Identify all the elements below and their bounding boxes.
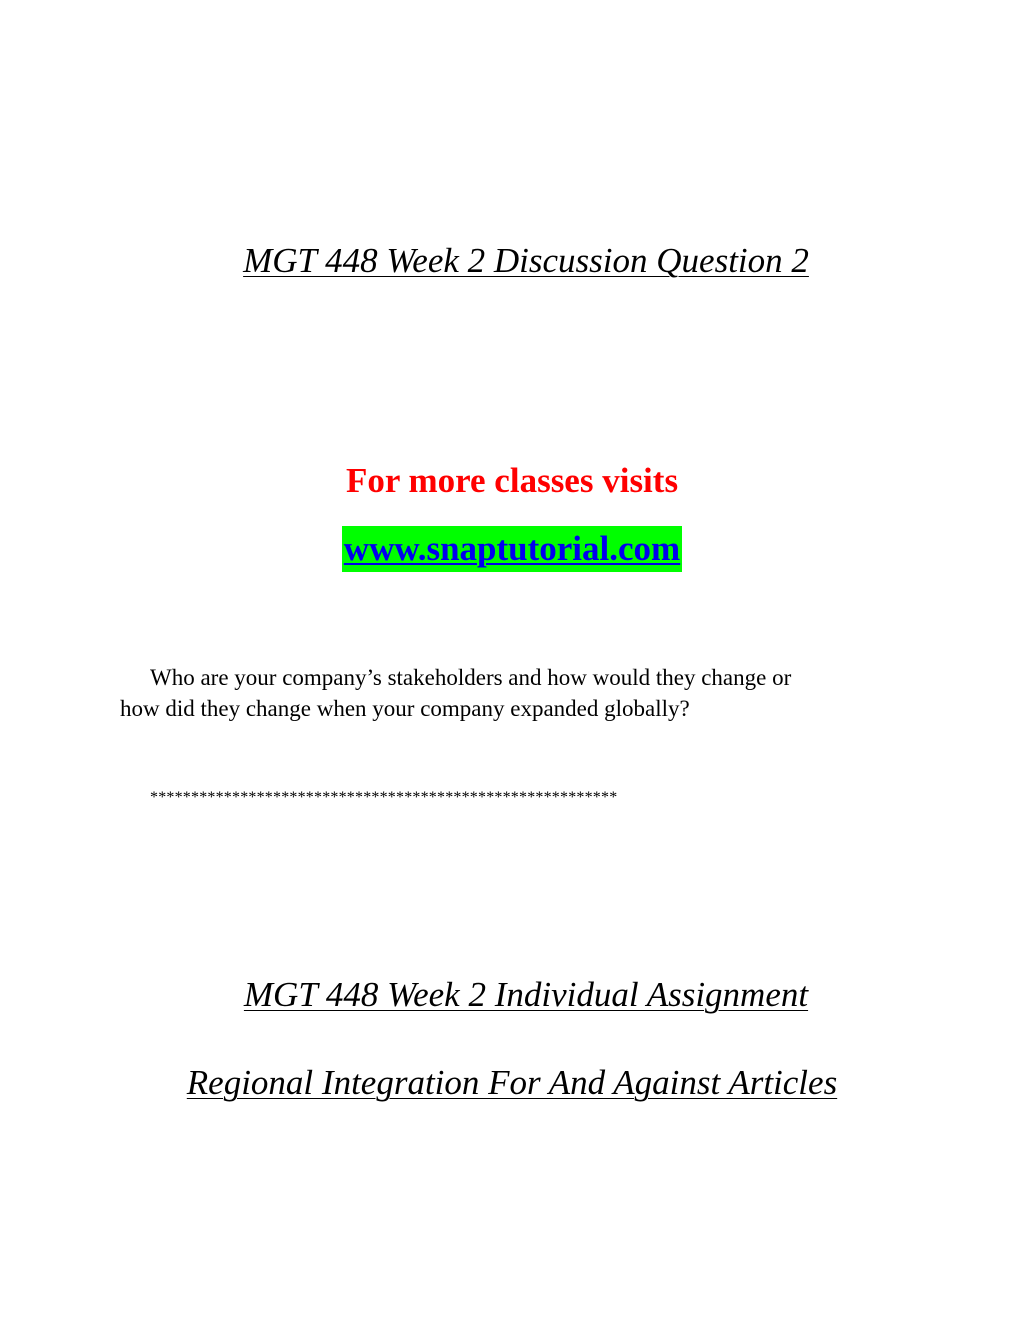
asterisk-separator: ********************************************************* bbox=[150, 789, 618, 806]
heading-discussion-question: MGT 448 Week 2 Discussion Question 2 bbox=[243, 241, 809, 280]
heading-regional-integration: Regional Integration For And Against Articles bbox=[186, 1063, 838, 1102]
promo-link-row bbox=[0, 526, 1024, 572]
snaptutorial-link[interactable]: www.snaptutorial.com bbox=[342, 526, 682, 572]
question-text-line-2: how did they change when your company expanded globally? bbox=[120, 696, 690, 721]
question-text-line-1: Who are your company’s stakeholders and how would they change or bbox=[150, 665, 792, 690]
promo-text: For more classes visits bbox=[345, 461, 679, 500]
heading-individual-assignment: MGT 448 Week 2 Individual Assignment bbox=[243, 975, 809, 1014]
